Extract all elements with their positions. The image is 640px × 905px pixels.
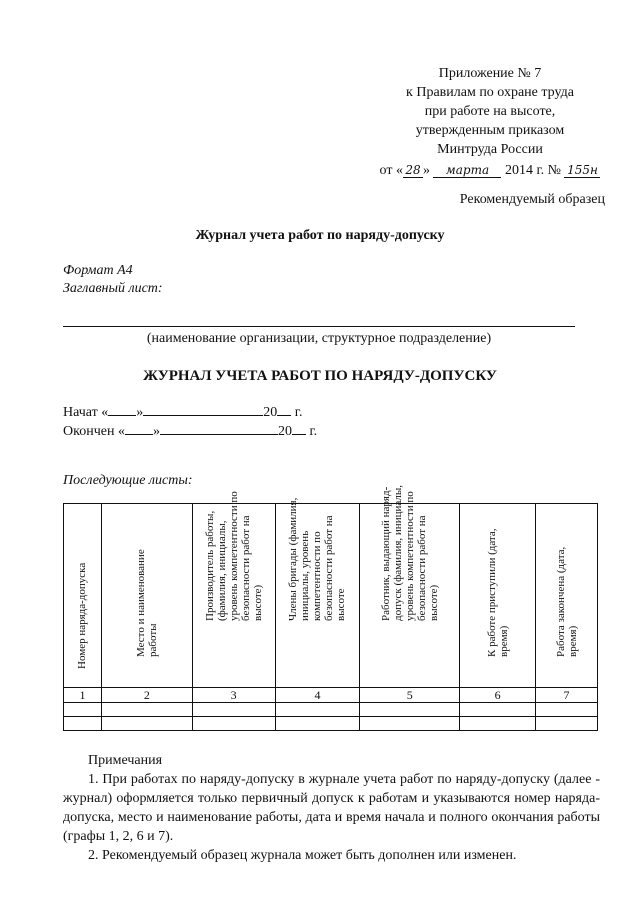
- column-header-text-line: безопасности работ на: [415, 515, 428, 621]
- started-year-blank: [277, 403, 291, 416]
- column-header-7: [536, 504, 598, 688]
- format-block: [63, 262, 163, 298]
- table-cell[interactable]: [536, 703, 598, 717]
- table-cell[interactable]: [460, 717, 536, 731]
- column-header-text-line: работы: [146, 623, 159, 657]
- column-header-4: [275, 497, 360, 688]
- format-label: Формат А4: [63, 263, 133, 278]
- column-header-text-line: компетентности по: [311, 531, 324, 621]
- column-number: 7: [536, 688, 598, 703]
- table-cell[interactable]: [536, 717, 598, 731]
- column-number: 4: [275, 688, 360, 703]
- table-row: [64, 717, 598, 731]
- column-header-2: [101, 504, 192, 688]
- ended-mid: »: [152, 424, 160, 439]
- ended-year: 20: [277, 424, 292, 439]
- ended-day-blank: [125, 422, 153, 435]
- column-header-text-line: Производитель работы,: [203, 510, 216, 621]
- recommended-sample: Рекомендуемый образец: [459, 192, 605, 207]
- appendix-date-line: [375, 161, 605, 180]
- ended-prefix: Окончен «: [63, 424, 125, 439]
- appendix-line-5: Минтруда России: [437, 142, 543, 157]
- column-numbers-row: [64, 688, 598, 703]
- note-1: 1. При работах по наряду-допуску в журнале учета работ по наряду-допуску (далее - журнал) оформляется только первичный допуск к работам и указываются номер наряда-допуска, место и наименование работы, дата и время начала и полного окончания работы (графы 1, 2, 6 и 7).: [63, 772, 600, 844]
- table-cell[interactable]: [360, 717, 460, 731]
- column-header-text-line: уровень компетентности по: [227, 491, 240, 621]
- column-header-text-line: высоте: [335, 588, 348, 621]
- notes-heading: Примечания: [88, 753, 163, 768]
- column-header-text-line: (фамилия, инициалы,: [215, 520, 228, 621]
- organization-line: [63, 326, 575, 327]
- column-header-text-line: высоте): [427, 584, 440, 621]
- table-cell[interactable]: [192, 717, 275, 731]
- date-mid: »: [422, 163, 430, 178]
- started-suffix: г.: [291, 405, 303, 420]
- table-row: [64, 703, 598, 717]
- column-number: 3: [192, 688, 275, 703]
- table-cell[interactable]: [101, 703, 192, 717]
- column-header-text-line: инициалы, уровень: [299, 530, 312, 621]
- column-header-text-line: К работе приступили (дата,: [485, 528, 498, 657]
- table-cell[interactable]: [275, 703, 360, 717]
- page-title: Журнал учета работ по наряду-допуску: [195, 228, 445, 243]
- ended-month-blank: [160, 422, 278, 435]
- column-header-1: [64, 504, 102, 688]
- ended-suffix: г.: [305, 424, 318, 439]
- table-cell[interactable]: [64, 717, 102, 731]
- journal-table: [63, 485, 598, 731]
- date-month: марта: [433, 163, 501, 178]
- notes-block: [63, 751, 600, 865]
- organization-caption: (наименование организации, структурное подразделение): [146, 331, 492, 346]
- column-header-text-line: допуск (фамилия, инициалы,: [391, 485, 404, 621]
- column-header-text-line: безопасности работ на: [239, 515, 252, 621]
- appendix-line-4: утвержденным приказом: [415, 123, 565, 138]
- order-number: 155н: [564, 163, 600, 178]
- started-mid: »: [136, 405, 144, 420]
- started-month-blank: [143, 403, 263, 416]
- started-year: 20: [263, 405, 278, 420]
- column-number: 5: [360, 688, 460, 703]
- table-cell[interactable]: [101, 717, 192, 731]
- table-cell[interactable]: [64, 703, 102, 717]
- column-number: 6: [460, 688, 536, 703]
- column-header-3: [192, 491, 275, 688]
- column-header-text-line: Номер наряда-допуска: [76, 562, 89, 669]
- ended-year-blank: [292, 422, 306, 435]
- journal-title: ЖУРНАЛ УЧЕТА РАБОТ ПО НАРЯДУ-ДОПУСКУ: [143, 368, 497, 384]
- appendix-block: [375, 64, 605, 180]
- column-header-text-line: высоте): [251, 584, 264, 621]
- date-prefix: от «: [379, 163, 403, 178]
- column-header-5: [360, 485, 460, 688]
- started-day-blank: [108, 403, 136, 416]
- table-cell[interactable]: [360, 703, 460, 717]
- note-2: 2. Рекомендуемый образец журнала может быть дополнен или изменен.: [88, 848, 517, 863]
- started-prefix: Начат «: [63, 405, 109, 420]
- column-header-text-line: время): [497, 625, 510, 657]
- next-sheets-label: Последующие листы:: [63, 473, 193, 488]
- column-header-text-line: время): [566, 625, 579, 657]
- column-number: 1: [64, 688, 102, 703]
- date-day: 28: [403, 163, 423, 178]
- column-header-text-line: безопасности работ на: [323, 515, 336, 621]
- header-row: [64, 504, 598, 688]
- column-header-text-line: уровень компетентности по: [403, 491, 416, 621]
- column-header-text-line: Работник, выдающий наряд-: [379, 486, 392, 621]
- dates-block: [63, 403, 317, 441]
- appendix-line-3: при работе на высоте,: [424, 104, 556, 119]
- appendix-line-2: к Правилам по охране труда: [406, 85, 574, 100]
- date-year: 2014 г. №: [504, 163, 561, 178]
- table-cell[interactable]: [275, 717, 360, 731]
- ended-line: [63, 422, 317, 441]
- column-header-text-line: Работа закончена (дата,: [554, 546, 567, 657]
- column-header-text-line: Члены бригады (фамилия,: [287, 497, 300, 621]
- table-cell[interactable]: [460, 703, 536, 717]
- title-sheet-label: Заглавный лист:: [63, 281, 163, 296]
- appendix-line-1: Приложение № 7: [438, 66, 542, 81]
- table-cell[interactable]: [192, 703, 275, 717]
- column-number: 2: [101, 688, 192, 703]
- column-header-text-line: Место и наименование: [134, 549, 147, 657]
- column-header-6: [460, 504, 536, 688]
- started-line: [63, 403, 317, 422]
